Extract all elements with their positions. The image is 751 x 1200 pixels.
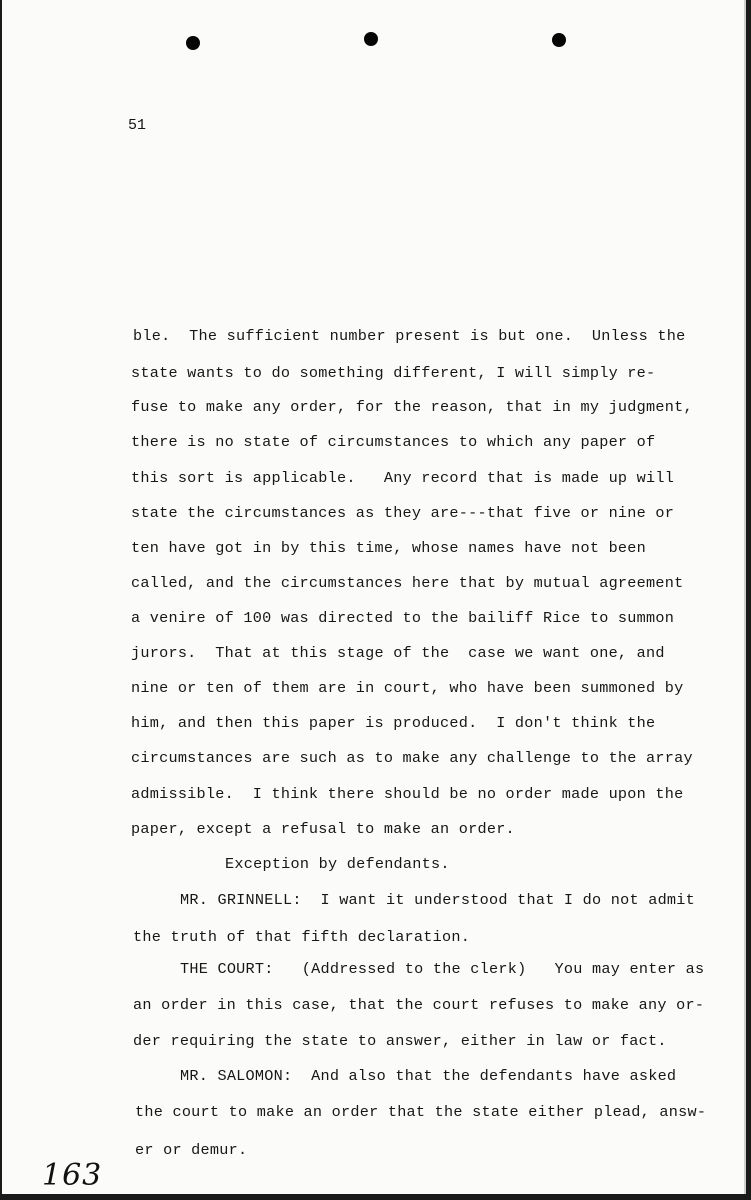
transcript-line: called, and the circumstances here that by mutual agreement (131, 574, 684, 592)
transcript-line: nine or ten of them are in court, who have been summoned by (131, 679, 684, 697)
transcript-line: the court to make an order that the state either plead, answ- (135, 1103, 707, 1121)
transcript-line: admissible. I think there should be no order made upon the (131, 785, 684, 803)
transcript-line: paper, except a refusal to make an order. (131, 820, 515, 838)
handwritten-folio-number: 163 (42, 1158, 103, 1193)
transcript-body (2, 0, 744, 1194)
transcript-line: MR. SALOMON: And also that the defendants have asked (180, 1067, 677, 1085)
transcript-line: THE COURT: (Addressed to the clerk) You may enter as (180, 960, 705, 978)
transcript-line: state the circumstances as they are---that five or nine or (131, 504, 675, 522)
transcript-line: circumstances are such as to make any challenge to the array (131, 749, 693, 767)
transcript-line: der requiring the state to answer, either in law or fact. (133, 1032, 667, 1050)
transcript-line: ten have got in by this time, whose names have not been (131, 539, 647, 557)
transcript-line: the truth of that fifth declaration. (133, 928, 471, 946)
transcript-line: there is no state of circumstances to which any paper of (131, 433, 656, 451)
transcript-line: fuse to make any order, for the reason, that in my judgment, (131, 398, 693, 416)
transcript-line: Exception by defendants. (225, 855, 450, 873)
transcript-line: MR. GRINNELL: I want it understood that I do not admit (180, 891, 696, 909)
transcript-line: an order in this case, that the court refuses to make any or- (133, 996, 705, 1014)
transcript-line: ble. The sufficient number present is but one. Unless the (133, 327, 686, 345)
page-number: 51 (128, 117, 147, 134)
transcript-line: state wants to do something different, I will simply re- (131, 364, 656, 382)
transcript-line: er or demur. (135, 1141, 248, 1159)
transcript-line: a venire of 100 was directed to the bailiff Rice to summon (131, 609, 675, 627)
document-page (2, 0, 746, 1194)
transcript-line: him, and then this paper is produced. I don't think the (131, 714, 656, 732)
transcript-line: this sort is applicable. Any record that is made up will (131, 469, 675, 487)
transcript-line: jurors. That at this stage of the case we want one, and (131, 644, 665, 662)
